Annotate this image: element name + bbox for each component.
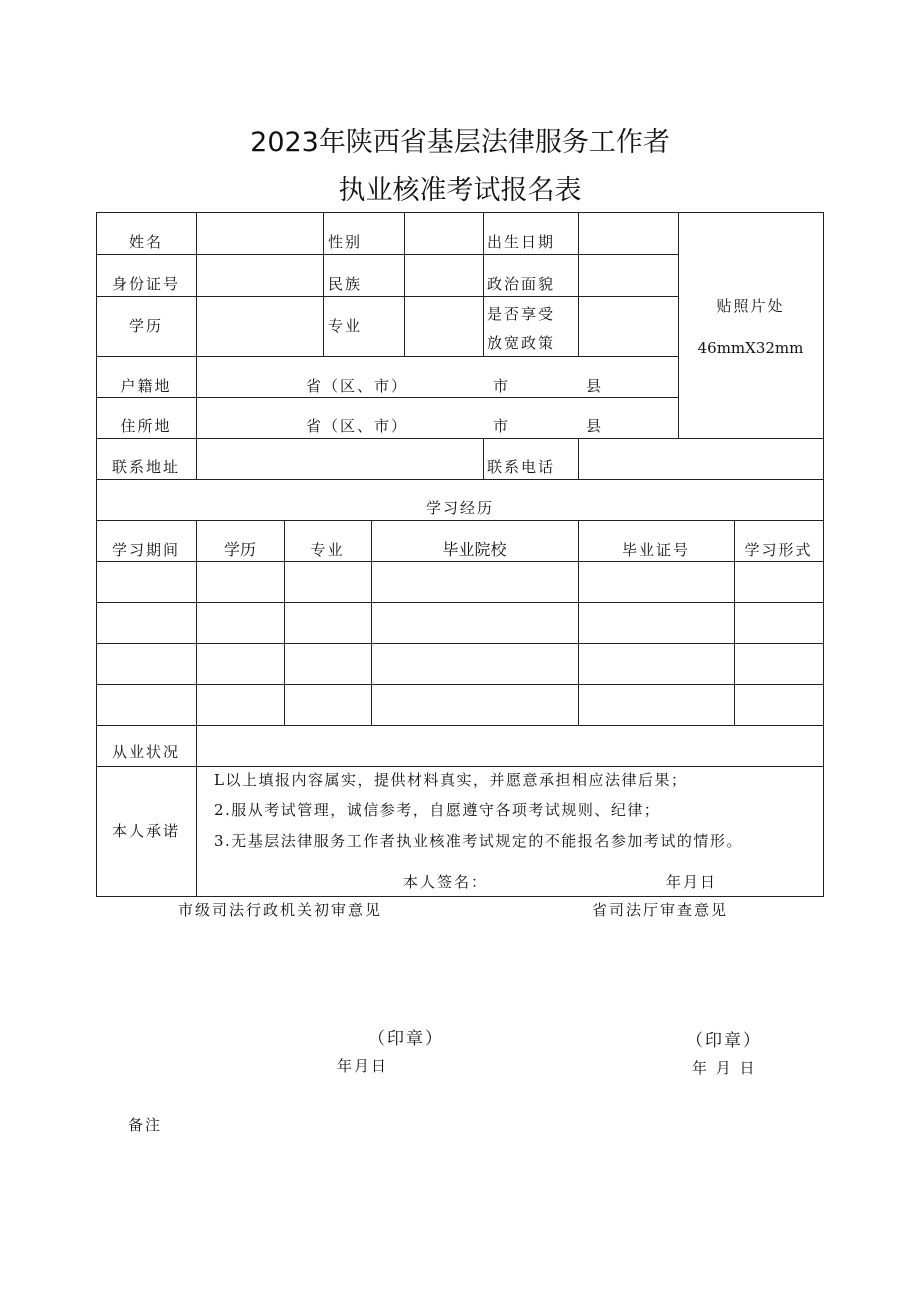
col-line [196, 725, 197, 896]
huji-city-unit: 市 [493, 377, 511, 395]
row-line [96, 296, 678, 297]
province-review-label: 省司法厅审查意见 [592, 901, 729, 919]
study-header-major: 专业 [310, 541, 345, 559]
residence-county-unit: 县 [586, 417, 604, 435]
huji-province-unit: 省（区、市） [306, 377, 409, 395]
row-line [96, 438, 824, 439]
date-right: 年 月 日 [692, 1059, 757, 1077]
signature-label: 本人签名： [403, 873, 489, 891]
row-line [96, 684, 824, 685]
col-line [404, 212, 405, 356]
residence-city-unit: 市 [493, 417, 511, 435]
col-line [578, 438, 579, 479]
remark-label: 备注 [128, 1116, 163, 1134]
form-title-line2: 执业核准考试报名表 [338, 175, 582, 206]
col-line [196, 212, 197, 479]
seal-left: （印章） [368, 1029, 444, 1049]
seal-right: （印章） [686, 1031, 762, 1051]
study-header-period: 学习期间 [111, 541, 180, 559]
commitment-item: 3.无基层法律服务工作者执业核准考试规定的不能报名参加考试的情形。 [214, 832, 743, 850]
col-line [323, 212, 324, 356]
commitment-label: 本人承诺 [111, 822, 180, 840]
birth-label: 出生日期 [487, 233, 556, 251]
photo-size: 46mmX32mm [697, 339, 804, 357]
study-section-title: 学习经历 [425, 499, 494, 517]
gender-label: 性别 [328, 233, 363, 251]
form-title-line1: 2023年陕西省基层法律服务工作者 [250, 127, 670, 158]
row-line [96, 397, 678, 398]
photo-col-line [678, 212, 679, 438]
photo-label: 贴照片处 [716, 297, 785, 315]
col-line [483, 212, 484, 356]
table-border-right [823, 212, 824, 897]
table-border-top [96, 212, 824, 213]
employment-label: 从业状况 [111, 743, 180, 761]
row-line [96, 725, 824, 726]
row-line [96, 643, 824, 644]
huji-label: 户籍地 [120, 377, 172, 395]
commitment-item: L以上填报内容属实，提供材料真实，并愿意承担相应法律后果； [214, 771, 688, 789]
row-line [96, 254, 678, 255]
policy-label-line2: 放宽政策 [487, 334, 556, 352]
row-line [96, 602, 824, 603]
date-left: 年月日 [337, 1057, 389, 1075]
study-header-cert: 毕业证号 [621, 541, 690, 559]
row-line [96, 520, 824, 521]
political-label: 政治面貌 [487, 275, 556, 293]
phone-label: 联系电话 [487, 458, 556, 476]
ethnicity-label: 民族 [328, 275, 363, 293]
city-review-label: 市级司法行政机关初审意见 [178, 901, 383, 919]
row-line [96, 766, 824, 767]
study-header-form: 学习形式 [744, 541, 813, 559]
col-line [483, 438, 484, 479]
huji-county-unit: 县 [586, 377, 604, 395]
residence-province-unit: 省（区、市） [306, 417, 409, 435]
name-label: 姓名 [128, 233, 163, 251]
id-label: 身份证号 [111, 275, 180, 293]
education-label: 学历 [128, 317, 163, 335]
study-header-education: 学历 [223, 540, 256, 559]
col-line [578, 212, 579, 356]
commitment-item: 2.服从考试管理，诚信参考，自愿遵守各项考试规则、纪律； [214, 801, 661, 819]
policy-label-line1: 是否享受 [487, 305, 556, 323]
row-line [96, 479, 824, 480]
study-header-school: 毕业院校 [442, 540, 507, 559]
row-line [96, 356, 678, 357]
residence-label: 住所地 [120, 417, 172, 435]
signature-date: 年月日 [666, 873, 718, 891]
table-border-bottom [96, 896, 824, 897]
major-label: 专业 [328, 317, 363, 335]
row-line [96, 561, 824, 562]
address-label: 联系地址 [111, 458, 180, 476]
